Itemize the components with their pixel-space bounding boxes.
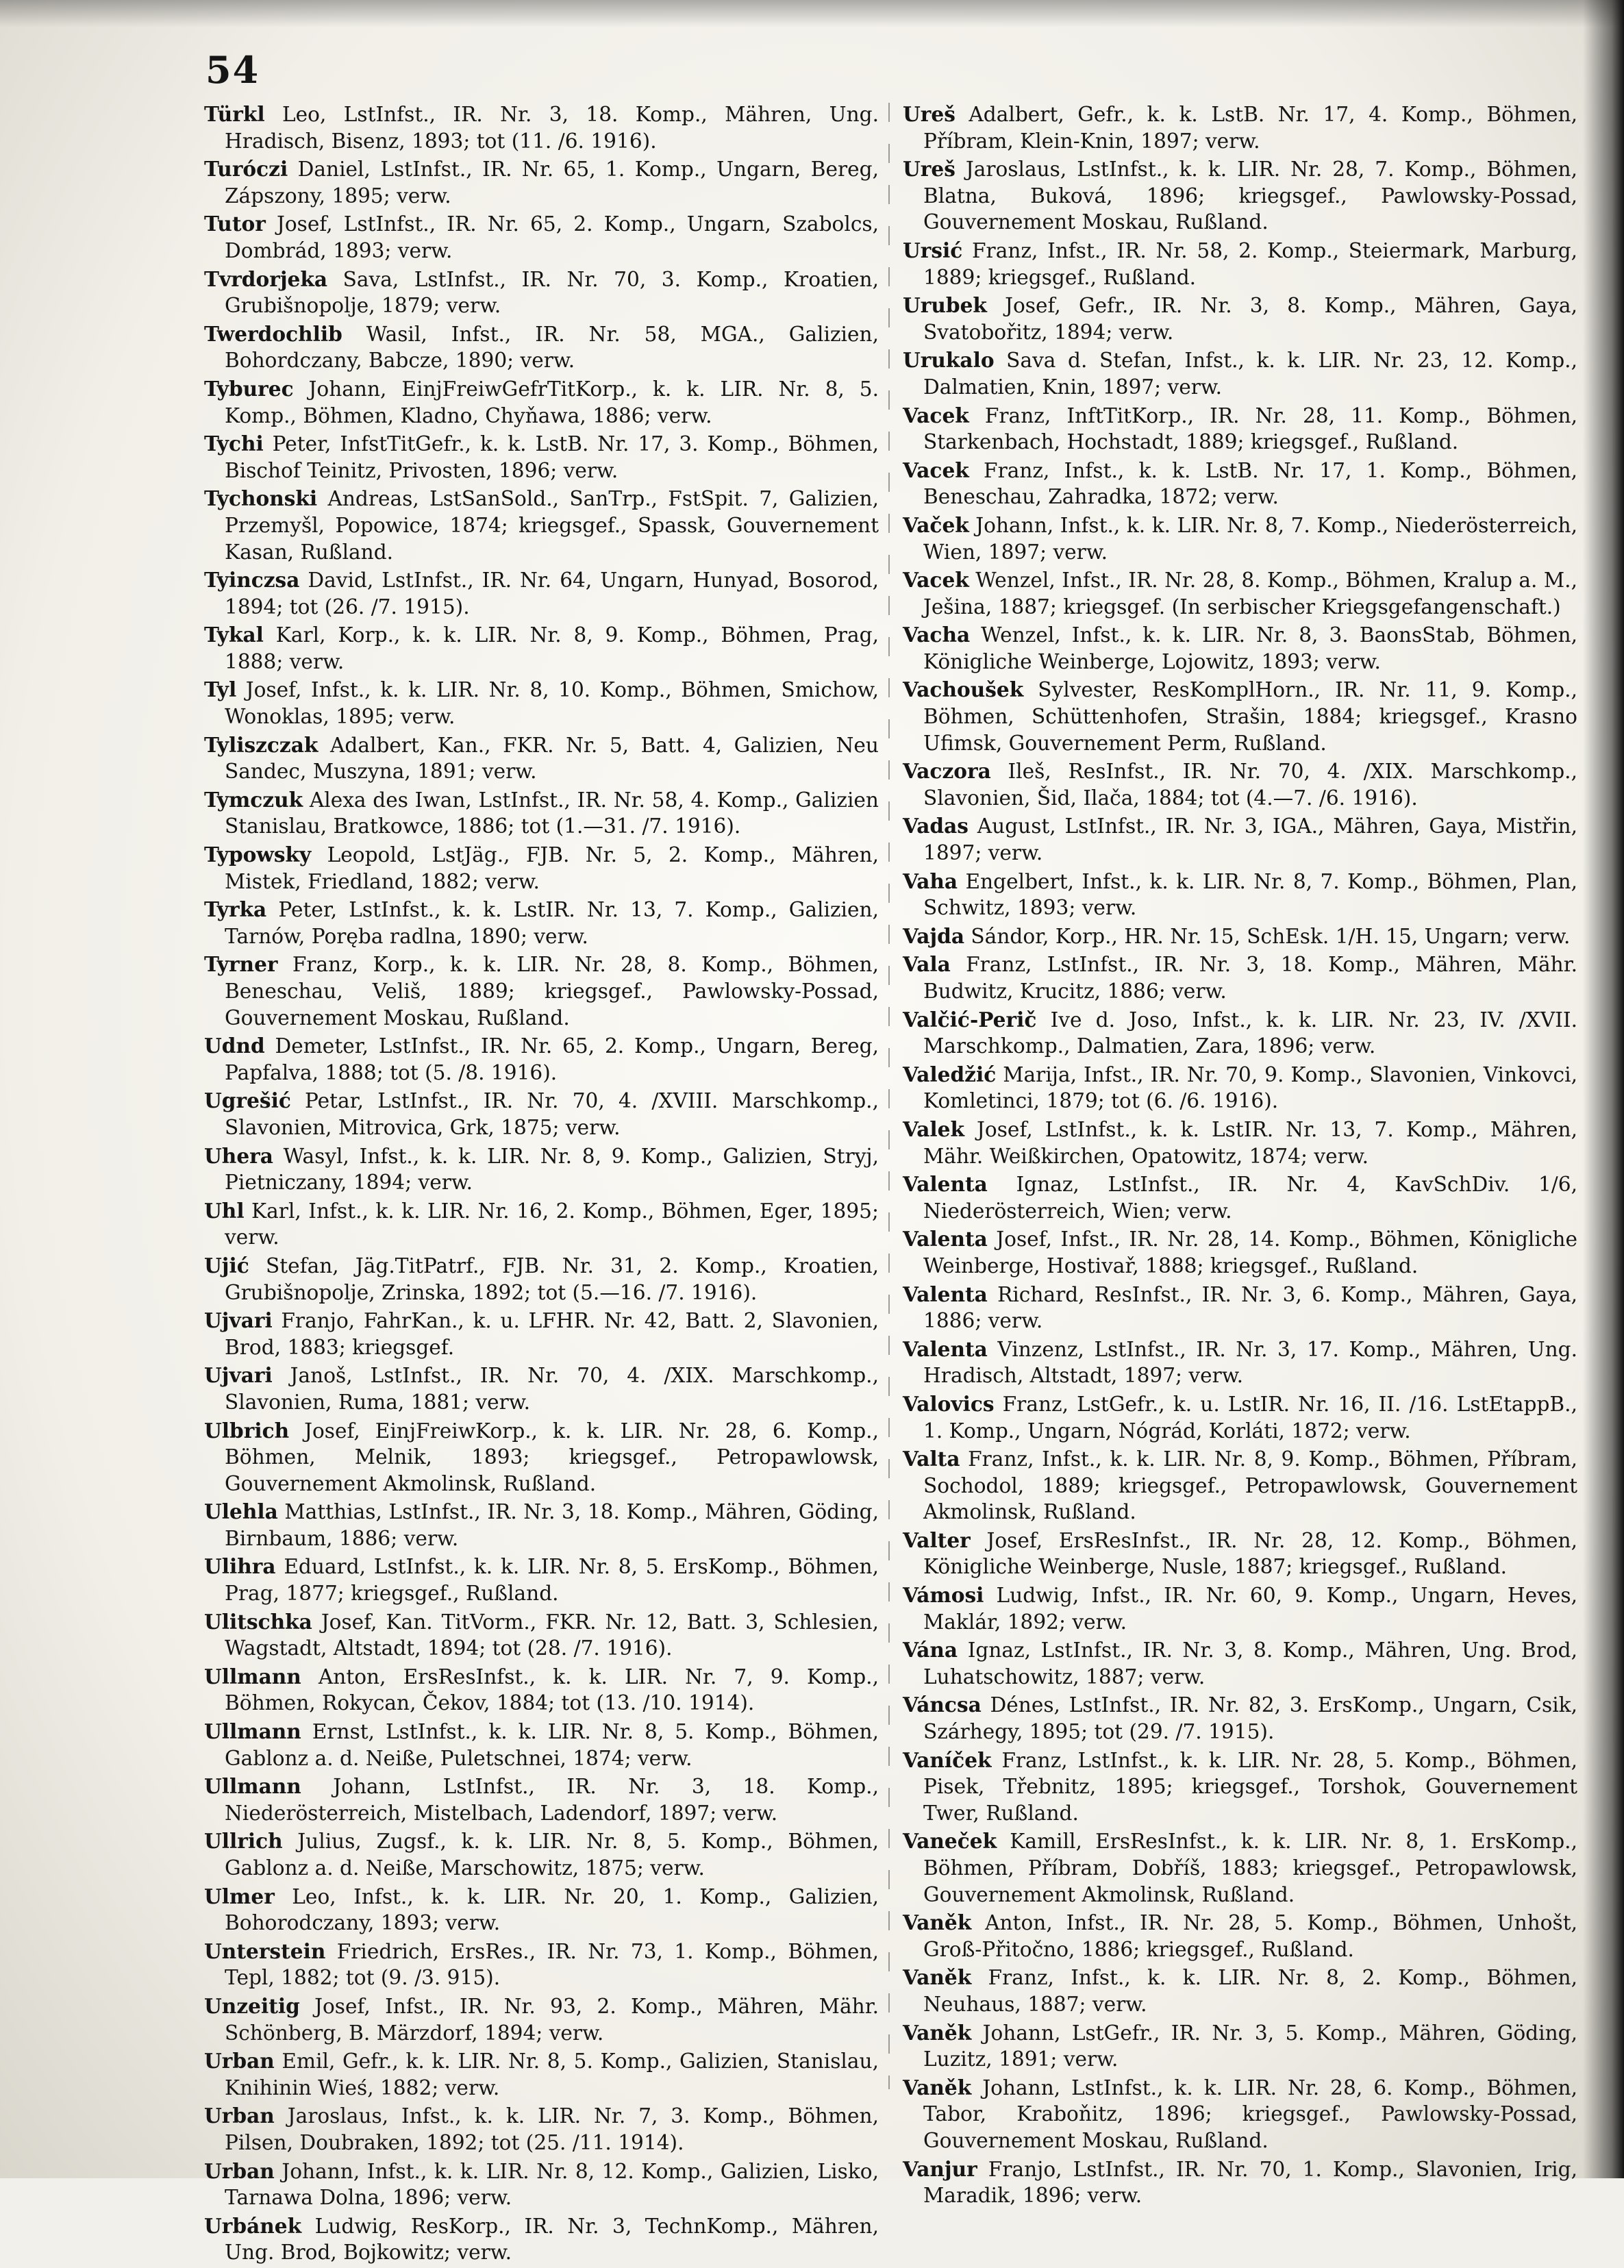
entry-details: Franz, InftTitKorp., IR. Nr. 28, 11. Komp., Böhmen, Starkenbach, Hochstadt, 1889; kriegsgef., Rußland. xyxy=(923,403,1577,454)
entry-details: Sava, LstInfst., IR. Nr. 70, 3. Komp., Kroatien, Grubišnopolje, 1879; verw. xyxy=(225,267,879,318)
entry-details: Wenzel, Infst., k. k. LIR. Nr. 8, 3. BaonsStab, Böhmen, Königliche Weinberge, Lojowitz, 1893; verw. xyxy=(923,623,1577,673)
entry-surname: Valenta xyxy=(903,1227,988,1251)
entry-details: Matthias, LstInfst., IR. Nr. 3, 18. Komp., Mähren, Göding, Birnbaum, 1886; verw. xyxy=(225,1500,879,1550)
entry-surname: Twerdochlib xyxy=(204,321,342,346)
entry-surname: Valenta xyxy=(903,1282,988,1306)
entry-details: Josef, Infst., IR. Nr. 93, 2. Komp., Mähren, Mähr. Schönberg, B. Märzdorf, 1894; verw. xyxy=(225,1994,879,2045)
entry-details: Franjo, FahrKan., k. u. LFHR. Nr. 42, Batt. 2, Slavonien, Brod, 1883; kriegsgef. xyxy=(225,1309,879,1359)
entry-details: Peter, LstInfst., k. k. LstIR. Nr. 13, 7. Komp., Galizien, Tarnów, Poręba radlna, 1890; verw. xyxy=(225,898,879,948)
entry-surname: Tychi xyxy=(204,432,264,456)
entry-details: Sylvester, ResKomplHorn., IR. Nr. 11, 9. Komp., Böhmen, Schüttenhofen, Strašin, 1884; kriegsgef., Krasno Ufimsk, Gouvernement Perm, Rußland. xyxy=(923,678,1577,755)
casualty-entry xyxy=(903,1637,1577,1690)
casualty-entry xyxy=(903,813,1577,866)
entry-details: Johann, LstInfst., k. k. LIR. Nr. 28, 6. Komp., Böhmen, Tabor, Kraboňitz, 1896; kriegsgef., Pawlowsky-Possad, Gouvernement Moskau, Rußland. xyxy=(923,2076,1577,2152)
entry-details: Eduard, LstInfst., k. k. LIR. Nr. 8, 5. ErsKomp., Böhmen, Prag, 1877; kriegsgef., Rußland. xyxy=(225,1555,879,1606)
entry-surname: Ujvari xyxy=(204,1363,273,1388)
entry-details: Demeter, LstInfst., IR. Nr. 65, 2. Komp., Ungarn, Bereg, Papfalva, 1888; tot (5. /8. 1916). xyxy=(225,1034,879,1084)
entry-surname: Tyburec xyxy=(204,376,294,401)
casualty-entry xyxy=(204,1418,879,1497)
casualty-entry xyxy=(204,677,879,730)
entry-details: Jaroslaus, LstInfst., k. k. LIR. Nr. 28, 7. Komp., Böhmen, Blatna, Buková, 1896; kriegsgef., Pawlowsky-Possad, Gouvernement Moskau, Rußland. xyxy=(923,158,1577,234)
casualty-entry xyxy=(204,622,879,675)
entry-details: Marija, Infst., IR. Nr. 70, 9. Komp., Slavonien, Vinkovci, Komletinci, 1879; tot (6. /6. 1916). xyxy=(923,1062,1577,1113)
entry-surname: Vaněk xyxy=(903,2075,972,2099)
entry-surname: Valčić-Perič xyxy=(903,1007,1037,1032)
entry-details: Josef, Infst., IR. Nr. 28, 14. Komp., Böhmen, Königliche Weinberge, Hostivař, 1888; kriegsgef., Rußland. xyxy=(923,1228,1577,1278)
casualty-entry xyxy=(204,1143,879,1196)
entry-surname: Vala xyxy=(903,952,951,977)
left-column xyxy=(204,101,879,2268)
entry-details: Engelbert, Infst., k. k. LIR. Nr. 8, 7. Komp., Böhmen, Plan, Schwitz, 1893; verw. xyxy=(923,869,1577,920)
entry-surname: Ullmann xyxy=(204,1719,301,1744)
entry-details: David, LstInfst., IR. Nr. 64, Ungarn, Hunyad, Bosorod, 1894; tot (26. /7. 1915). xyxy=(225,569,879,619)
entry-surname: Tvrdorjeka xyxy=(204,266,328,291)
entry-details: Sava d. Stefan, Infst., k. k. LIR. Nr. 23, 12. Komp., Dalmatien, Knin, 1897; verw. xyxy=(923,349,1577,399)
entry-details: Wenzel, Infst., IR. Nr. 28, 8. Komp., Böhmen, Kralup a. M., Ješina, 1887; kriegsgef. (In serbischer Kriegsgefangenschaft.) xyxy=(923,569,1577,619)
entry-details: Johann, LstInfst., IR. Nr. 3, 18. Komp., Niederösterreich, Mistelbach, Ladendorf, 1897; verw. xyxy=(225,1775,879,1825)
casualty-entry xyxy=(204,567,879,620)
entry-surname: Váncsa xyxy=(903,1693,982,1717)
casualty-entry xyxy=(903,1828,1577,1908)
entry-details: Josef, Infst., k. k. LIR. Nr. 8, 10. Komp., Böhmen, Smichow, Wonoklas, 1895; verw. xyxy=(225,678,879,729)
entry-surname: Vacek xyxy=(903,403,969,427)
entry-surname: Tyliszczak xyxy=(204,732,318,757)
entry-details: Wasil, Infst., IR. Nr. 58, MGA., Galizien, Bohordczany, Babcze, 1890; verw. xyxy=(225,322,879,373)
entry-details: Johann, Infst., k. k. LIR. Nr. 8, 12. Komp., Galizien, Lisko, Tarnawa Dolna, 1896; verw. xyxy=(225,2159,879,2210)
casualty-entry xyxy=(204,897,879,949)
entry-details: Ignaz, LstInfst., IR. Nr. 4, KavSchDiv. 1/6, Niederösterreich, Wien; verw. xyxy=(923,1173,1577,1223)
entry-surname: Unzeitig xyxy=(204,1993,300,2018)
casualty-entry xyxy=(204,732,879,785)
entry-details: Johann, Infst., k. k. LIR. Nr. 8, 7. Komp., Niederösterreich, Wien, 1897; verw. xyxy=(923,513,1577,564)
entry-surname: Valter xyxy=(903,1528,971,1552)
entry-surname: Vaczora xyxy=(903,759,991,784)
entry-surname: Vaha xyxy=(903,869,958,893)
entry-details: Franjo, LstInfst., IR. Nr. 70, 1. Komp., Slavonien, Irig, Maradik, 1896; verw. xyxy=(923,2157,1577,2208)
casualty-entry xyxy=(204,156,879,209)
casualty-entry xyxy=(903,1747,1577,1827)
entry-details: Friedrich, ErsRes., IR. Nr. 73, 1. Komp., Böhmen, Tepl, 1882; tot (9. /3. 915). xyxy=(225,1939,879,1990)
casualty-entry xyxy=(204,1253,879,1306)
casualty-entry xyxy=(204,1088,879,1141)
entry-surname: Ulbrich xyxy=(204,1418,290,1443)
casualty-entry xyxy=(903,101,1577,154)
casualty-entry xyxy=(903,347,1577,400)
entry-surname: Vaněk xyxy=(903,2020,972,2045)
entry-details: Franz, Infst., k. k. LIR. Nr. 8, 2. Komp., Böhmen, Neuhaus, 1887; verw. xyxy=(923,1966,1577,2016)
entry-surname: Tychonski xyxy=(204,486,318,511)
entry-details: Leo, LstInfst., IR. Nr. 3, 18. Komp., Mähren, Ung. Hradisch, Bisenz, 1893; tot (11. /6. 1916). xyxy=(225,103,879,153)
entry-details: Vinzenz, LstInfst., IR. Nr. 3, 17. Komp., Mähren, Ung. Hradisch, Altstadt, 1897; verw. xyxy=(923,1337,1577,1388)
casualty-entry xyxy=(204,1828,879,1881)
casualty-entry xyxy=(204,1939,879,1991)
casualty-entry xyxy=(204,321,879,374)
entry-details: Kamill, ErsResInfst., k. k. LIR. Nr. 8, 1. ErsKomp., Böhmen, Příbram, Dobříš, 1883; kriegsgef., Petropawlowsk, Gouvernement Akmolinsk, Rußland. xyxy=(923,1830,1577,1906)
casualty-entry xyxy=(903,238,1577,290)
entry-surname: Vacha xyxy=(903,623,971,647)
entry-details: Josef, EinjFreiwKorp., k. k. LIR. Nr. 28, 6. Komp., Böhmen, Melnik, 1893; kriegsgef., Petropawlowsk, Gouvernement Akmolinsk, Rußland. xyxy=(225,1419,879,1495)
entry-details: Johann, LstGefr., IR. Nr. 3, 5. Komp., Mähren, Göding, Luzitz, 1891; verw. xyxy=(923,2021,1577,2071)
entry-details: Karl, Infst., k. k. LIR. Nr. 16, 2. Komp., Böhmen, Eger, 1895; verw. xyxy=(225,1199,879,1249)
casualty-entry xyxy=(204,2213,879,2266)
casualty-entry xyxy=(204,266,879,319)
entry-surname: Tymczuk xyxy=(204,787,303,812)
entry-details: Leo, Infst., k. k. LIR. Nr. 20, 1. Komp., Galizien, Bohorodczany, 1893; verw. xyxy=(225,1884,879,1935)
casualty-entry xyxy=(903,292,1577,345)
casualty-entry xyxy=(204,1554,879,1606)
entry-details: August, LstInfst., IR. Nr. 3, IGA., Mähren, Gaya, Mistřin, 1897; verw. xyxy=(923,814,1577,865)
entry-surname: Vaneček xyxy=(903,1829,997,1854)
entry-surname: Valedžić xyxy=(903,1062,997,1086)
casualty-entry xyxy=(903,1965,1577,2017)
entry-details: Franz, LstGefr., k. u. LstIR. Nr. 16, II. /16. LstEtappB., 1. Komp., Ungarn, Nógrád, Korláti, 1872; verw. xyxy=(923,1392,1577,1443)
entry-details: Richard, ResInfst., IR. Nr. 3, 6. Komp., Mähren, Gaya, 1886; verw. xyxy=(923,1282,1577,1333)
column-divider xyxy=(888,103,890,2089)
entry-details: Julius, Zugsf., k. k. LIR. Nr. 8, 5. Komp., Böhmen, Gablonz a. d. Neiße, Marschowitz, 1875; verw. xyxy=(225,1830,879,1880)
entry-details: Peter, InfstTitGefr., k. k. LstB. Nr. 17, 3. Komp., Böhmen, Bischof Teinitz, Privosten, 1896; verw. xyxy=(225,432,879,482)
entry-details: Adalbert, Gefr., k. k. LstB. Nr. 17, 4. Komp., Böhmen, Příbram, Klein-Knin, 1897; verw. xyxy=(923,103,1577,153)
entry-surname: Vámosi xyxy=(903,1583,984,1608)
entry-surname: Ureš xyxy=(903,102,955,126)
entry-details: Petar, LstInfst., IR. Nr. 70, 4. /XVIII. Marschkomp., Slavonien, Mitrovica, Grk, 1875; verw. xyxy=(225,1089,879,1139)
casualty-entry xyxy=(903,512,1577,565)
entry-surname: Türkl xyxy=(204,102,265,126)
entry-details: Leopold, LstJäg., FJB. Nr. 5, 2. Komp., Mähren, Mistek, Friedland, 1882; verw. xyxy=(225,843,879,893)
entry-surname: Udnd xyxy=(204,1034,265,1058)
entry-surname: Urbánek xyxy=(204,2213,302,2238)
entry-surname: Vacek xyxy=(903,568,969,593)
entry-details: Anton, Infst., IR. Nr. 28, 5. Komp., Böhmen, Unhošt, Groß-Přitočno, 1886; kriegsgef., Rußland. xyxy=(923,1911,1577,1961)
entry-surname: Vaněk xyxy=(903,1910,972,1935)
entry-surname: Tutor xyxy=(204,212,266,236)
entry-details: Anton, ErsResInfst., k. k. LIR. Nr. 7, 9. Komp., Böhmen, Rokycan, Čekov, 1884; tot (13. /10. 1914). xyxy=(225,1665,879,1715)
casualty-entry xyxy=(204,1993,879,2046)
entry-surname: Uhera xyxy=(204,1143,273,1168)
scan-shadow-top xyxy=(0,0,1624,27)
entry-surname: Urban xyxy=(204,2158,275,2183)
casualty-entry xyxy=(903,567,1577,620)
entry-details: Franz, LstInfst., IR. Nr. 3, 18. Komp., Mähren, Mähr. Budwitz, Krucitz, 1886; verw. xyxy=(923,953,1577,1003)
entry-surname: Ulihra xyxy=(204,1554,276,1579)
entry-details: Adalbert, Kan., FKR. Nr. 5, Batt. 4, Galizien, Neu Sandec, Muszyna, 1891; verw. xyxy=(225,733,879,784)
casualty-entry xyxy=(204,1609,879,1662)
entry-details: Emil, Gefr., k. k. LIR. Nr. 8, 5. Komp., Galizien, Stanislau, Knihinin Wieś, 1882; verw. xyxy=(225,2049,879,2099)
casualty-entry xyxy=(903,1528,1577,1580)
casualty-entry xyxy=(204,486,879,565)
entry-surname: Vadas xyxy=(903,814,969,838)
casualty-entry xyxy=(903,1226,1577,1279)
entry-details: Ileš, ResInfst., IR. Nr. 70, 4. /XIX. Marschkomp., Slavonien, Šid, Ilača, 1884; tot (4.—7. /6. 1916). xyxy=(923,760,1577,810)
entry-details: Janoš, LstInfst., IR. Nr. 70, 4. /XIX. Marschkomp., Slavonien, Ruma, 1881; verw. xyxy=(225,1364,879,1414)
entry-surname: Ulehla xyxy=(204,1499,278,1524)
entry-details: Franz, Infst., k. k. LIR. Nr. 8, 9. Komp., Böhmen, Příbram, Sochodol, 1889; kriegsgef., Petropawlowsk, Gouvernement Akmolinsk, Rußland. xyxy=(923,1447,1577,1524)
casualty-entry xyxy=(903,1391,1577,1444)
casualty-entry xyxy=(204,1884,879,1936)
entry-details: Ernst, LstInfst., k. k. LIR. Nr. 8, 5. Komp., Böhmen, Gablonz a. d. Neiße, Puletschnei, 1874; verw. xyxy=(225,1720,879,1770)
entry-surname: Valovics xyxy=(903,1391,995,1416)
entry-details: Josef, ErsResInfst., IR. Nr. 28, 12. Komp., Böhmen, Königliche Weinberge, Nusle, 1887; kriegsgef., Rußland. xyxy=(923,1528,1577,1579)
entry-details: Karl, Korp., k. k. LIR. Nr. 8, 9. Komp., Böhmen, Prag, 1888; verw. xyxy=(225,623,879,673)
entry-details: Dénes, LstInfst., IR. Nr. 82, 3. ErsKomp., Ungarn, Csik, Szárhegy, 1895; tot (29. /7. 1915). xyxy=(923,1693,1577,1744)
entry-surname: Vaněk xyxy=(903,1965,972,1990)
entry-surname: Ugrešić xyxy=(204,1088,291,1113)
casualty-entry xyxy=(204,1198,879,1251)
entry-details: Sándor, Korp., HR. Nr. 15, SchEsk. 1/H. 15, Ungarn; verw. xyxy=(964,924,1571,948)
casualty-entry xyxy=(903,1692,1577,1745)
entry-surname: Tyinczsa xyxy=(204,568,300,593)
entry-details: Wasyl, Infst., k. k. LIR. Nr. 8, 9. Komp., Galizien, Stryj, Pietniczany, 1894; verw. xyxy=(225,1144,879,1195)
casualty-entry xyxy=(204,1773,879,1826)
entry-surname: Tyrner xyxy=(204,952,278,977)
casualty-entry xyxy=(903,1446,1577,1525)
entry-surname: Vachoušek xyxy=(903,677,1024,702)
entry-surname: Vána xyxy=(903,1638,958,1662)
casualty-entry xyxy=(204,1719,879,1771)
entry-details: Franz, Infst., IR. Nr. 58, 2. Komp., Steiermark, Marburg, 1889; kriegsgef., Rußland. xyxy=(923,238,1577,289)
entry-details: Alexa des Iwan, LstInfst., IR. Nr. 58, 4. Komp., Galizien Stanislau, Bratkowce, 1886; tot (1.—31. /7. 1916). xyxy=(225,788,879,838)
casualty-entry xyxy=(903,1062,1577,1114)
entry-surname: Tyrka xyxy=(204,897,267,922)
casualty-entry xyxy=(204,431,879,484)
entry-surname: Tykal xyxy=(204,623,264,647)
casualty-entry xyxy=(903,2020,1577,2073)
entry-surname: Ujić xyxy=(204,1253,249,1278)
casualty-entry xyxy=(204,101,879,154)
casualty-entry xyxy=(903,622,1577,675)
casualty-entry xyxy=(204,1499,879,1552)
entry-details: Ignaz, LstInfst., IR. Nr. 3, 8. Komp., Mähren, Ung. Brod, Luhatschowitz, 1887; verw. xyxy=(923,1638,1577,1688)
casualty-entry xyxy=(903,1336,1577,1389)
casualty-entry xyxy=(903,677,1577,756)
casualty-entry xyxy=(204,1033,879,1086)
entry-surname: Urukalo xyxy=(903,348,995,373)
entry-surname: Urubek xyxy=(903,293,987,318)
entry-surname: Valek xyxy=(903,1117,964,1141)
entry-surname: Valta xyxy=(903,1447,960,1471)
casualty-entry xyxy=(204,1664,879,1717)
entry-surname: Vaníček xyxy=(903,1747,992,1772)
casualty-entry xyxy=(903,869,1577,921)
entry-surname: Ullmann xyxy=(204,1664,301,1688)
entry-surname: Typowsky xyxy=(204,843,312,867)
entry-details: Franz, LstInfst., k. k. LIR. Nr. 28, 5. Komp., Böhmen, Pisek, Třebnitz, 1895; kriegsgef., Torshok, Gouvernement Twer, Rußland. xyxy=(923,1748,1577,1825)
entry-details: Stefan, Jäg.TitPatrf., FJB. Nr. 31, 2. Komp., Kroatien, Grubišnopolje, Zrinska, 1892; tot (5.—16. /7. 1916). xyxy=(225,1254,879,1304)
entry-surname: Vajda xyxy=(903,923,964,948)
entry-details: Ludwig, Infst., IR. Nr. 60, 9. Komp., Ungarn, Heves, Maklár, 1892; verw. xyxy=(923,1584,1577,1634)
entry-details: Andreas, LstSanSold., SanTrp., FstSpit. 7, Galizien, Przemyšl, Popowice, 1874; kriegsgef., Spassk, Gouvernement Kasan, Rußland. xyxy=(225,487,879,564)
entry-details: Josef, Kan. TitVorm., FKR. Nr. 12, Batt. 3, Schlesien, Wagstadt, Altstadt, 1894; tot (28. /7. 1916). xyxy=(225,1610,879,1660)
casualty-entry xyxy=(903,2075,1577,2154)
casualty-entry xyxy=(903,403,1577,456)
entry-details: Daniel, LstInfst., IR. Nr. 65, 1. Komp., Ungarn, Bereg, Zápszony, 1895; verw. xyxy=(225,158,879,208)
right-column xyxy=(903,101,1577,2211)
casualty-entry xyxy=(903,758,1577,811)
casualty-entry xyxy=(903,156,1577,236)
entry-surname: Vaček xyxy=(903,512,969,537)
casualty-entry xyxy=(903,951,1577,1004)
entry-surname: Turóczi xyxy=(204,157,288,182)
entry-surname: Ullmann xyxy=(204,1774,301,1799)
entry-surname: Ullrich xyxy=(204,1829,283,1854)
casualty-entry xyxy=(903,923,1577,950)
casualty-entry xyxy=(903,1007,1577,1060)
casualty-entry xyxy=(204,951,879,1031)
casualty-entry xyxy=(204,787,879,840)
entry-surname: Ujvari xyxy=(204,1308,273,1333)
entry-surname: Vacek xyxy=(903,458,969,482)
entry-details: Jaroslaus, Infst., k. k. LIR. Nr. 7, 3. Komp., Böhmen, Pilsen, Doubraken, 1892; tot (25. /11. 1914). xyxy=(225,2104,879,2154)
entry-details: Franz, Korp., k. k. LIR. Nr. 28, 8. Komp., Böhmen, Beneschau, Veliš, 1889; kriegsgef., Pawlowsky-Possad, Gouvernement Moskau, Rußland. xyxy=(225,953,879,1030)
entry-surname: Valenta xyxy=(903,1172,988,1197)
page-number: 54 xyxy=(205,48,260,92)
entry-details: Ludwig, ResKorp., IR. Nr. 3, TechnKomp., Mähren, Ung. Brod, Bojkowitz; verw. xyxy=(225,2214,879,2265)
casualty-entry xyxy=(903,1171,1577,1224)
casualty-entry xyxy=(903,1910,1577,1962)
casualty-entry xyxy=(903,1117,1577,1169)
casualty-entry xyxy=(204,2103,879,2156)
entry-surname: Ulmer xyxy=(204,1884,275,1908)
entry-surname: Urban xyxy=(204,2104,275,2128)
entry-details: Franz, Infst., k. k. LstB. Nr. 17, 1. Komp., Böhmen, Beneschau, Zahradka, 1872; verw. xyxy=(923,458,1577,509)
casualty-entry xyxy=(204,2048,879,2101)
entry-surname: Valenta xyxy=(903,1336,988,1361)
entry-details: Johann, EinjFreiwGefrTitKorp., k. k. LIR. Nr. 8, 5. Komp., Böhmen, Kladno, Chyňawa, 1886; verw. xyxy=(225,377,879,427)
entry-details: Josef, Gefr., IR. Nr. 3, 8. Komp., Mähren, Gaya, Svatobořitz, 1894; verw. xyxy=(923,294,1577,344)
casualty-entry xyxy=(903,1582,1577,1635)
entry-details: Ive d. Joso, Infst., k. k. LIR. Nr. 23, IV. /XVII. Marschkomp., Dalmatien, Zara, 1896; verw. xyxy=(923,1008,1577,1058)
casualty-entry xyxy=(903,2156,1577,2209)
entry-surname: Ureš xyxy=(903,157,955,182)
entry-surname: Ulitschka xyxy=(204,1609,312,1634)
entry-surname: Urban xyxy=(204,2049,275,2073)
scan-shadow-right xyxy=(1583,0,1624,2178)
casualty-entry xyxy=(204,1308,879,1360)
casualty-entry xyxy=(204,376,879,429)
casualty-entry xyxy=(204,2158,879,2211)
entry-details: Josef, LstInfst., k. k. LstIR. Nr. 13, 7. Komp., Mähren, Mähr. Weißkirchen, Opatowitz, 1874; verw. xyxy=(923,1117,1577,1168)
entry-surname: Uhl xyxy=(204,1198,245,1223)
entry-details: Josef, LstInfst., IR. Nr. 65, 2. Komp., Ungarn, Szabolcs, Dombrád, 1893; verw. xyxy=(225,212,879,262)
casualty-entry xyxy=(903,458,1577,510)
casualty-entry xyxy=(204,842,879,895)
entry-surname: Ursić xyxy=(903,238,963,262)
entry-surname: Tyl xyxy=(204,677,237,702)
casualty-entry xyxy=(204,211,879,264)
casualty-entry xyxy=(903,1282,1577,1334)
entry-surname: Unterstein xyxy=(204,1939,326,1963)
casualty-entry xyxy=(204,1362,879,1415)
entry-surname: Vanjur xyxy=(903,2156,977,2181)
